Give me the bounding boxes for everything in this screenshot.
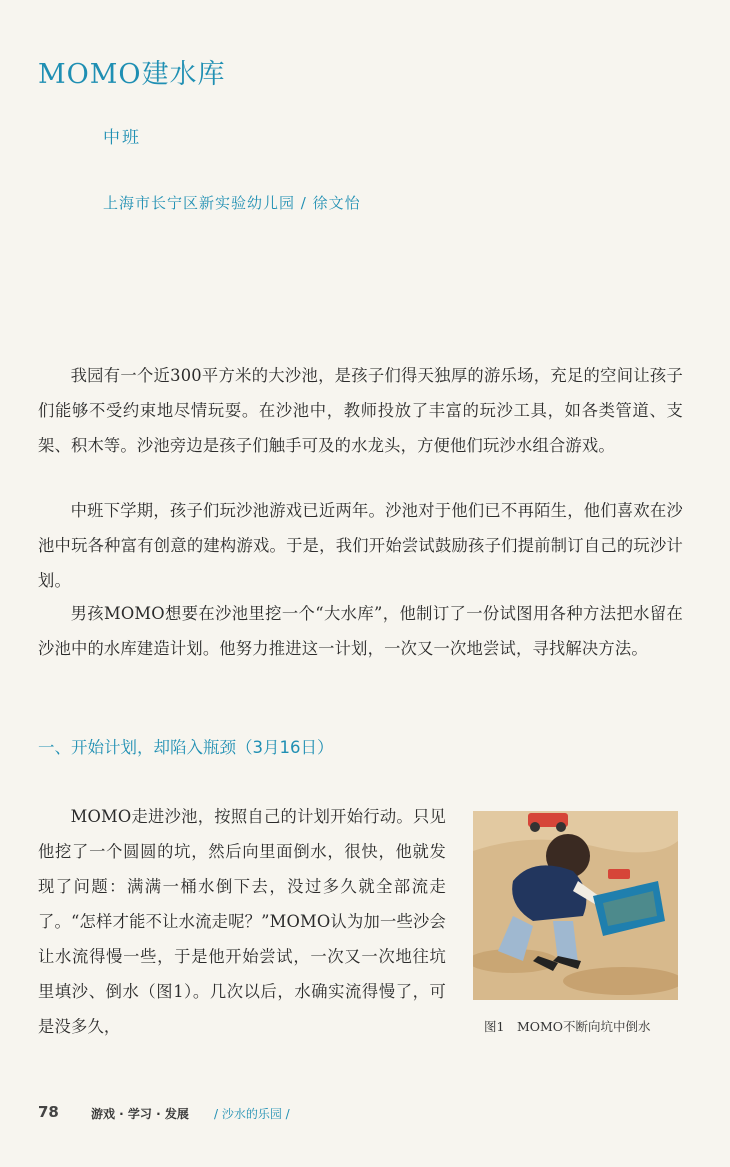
page-number: 78 <box>38 1103 59 1121</box>
running-section-title: / 沙水的乐园 / <box>214 1107 290 1121</box>
intro-paragraph-2: 中班下学期，孩子们玩沙池游戏已近两年。沙池对于他们已不再陌生，他们喜欢在沙池中玩各种富有创意的建构游戏。于是，我们开始尝试鼓励孩子们提前制订自己的玩沙计划。 <box>38 501 683 590</box>
running-title: 游戏 · 学习 · 发展 <box>91 1107 189 1121</box>
page-title: MOMO建水库 <box>38 59 226 90</box>
section-paragraph: MOMO走进沙池，按照自己的计划开始行动。只见他挖了一个圆圆的坑，然后向里面倒水，很快，他就发现了问题：满满一桶水倒下去，没过多久就全部流走了。“怎样才能不让水流走呢？”MOMO认为加一些沙会让水流得慢一些，于是他开始尝试，一次又一次地往坑里填沙、倒水（图1）。几次以后，水确实流得慢了，可是没多久， <box>38 807 446 1036</box>
child-pouring-water-illustration <box>473 811 678 1000</box>
grade-label: 中班 <box>103 128 141 148</box>
section-heading: 一、开始计划，却陷入瓶颈（3月16日） <box>38 738 334 757</box>
author-line: 上海市长宁区新实验幼儿园 / 徐文怡 <box>103 194 361 212</box>
figure-photo <box>473 811 678 1000</box>
figure-caption: 图1 MOMO不断向坑中倒水 <box>484 1019 651 1034</box>
intro-paragraph-1: 我园有一个近300平方米的大沙池，是孩子们得天独厚的游乐场，充足的空间让孩子们能够不受约束地尽情玩耍。在沙池中，教师投放了丰富的玩沙工具，如各类管道、支架、积木等。沙池旁边是孩子们触手可及的水龙头，方便他们玩沙水组合游戏。 <box>38 366 683 455</box>
intro-paragraph-3: 男孩MOMO想要在沙池里挖一个“大水库”，他制订了一份试图用各种方法把水留在沙池中的水库建造计划。他努力推进这一计划，一次又一次地尝试，寻找解决方法。 <box>38 604 683 658</box>
